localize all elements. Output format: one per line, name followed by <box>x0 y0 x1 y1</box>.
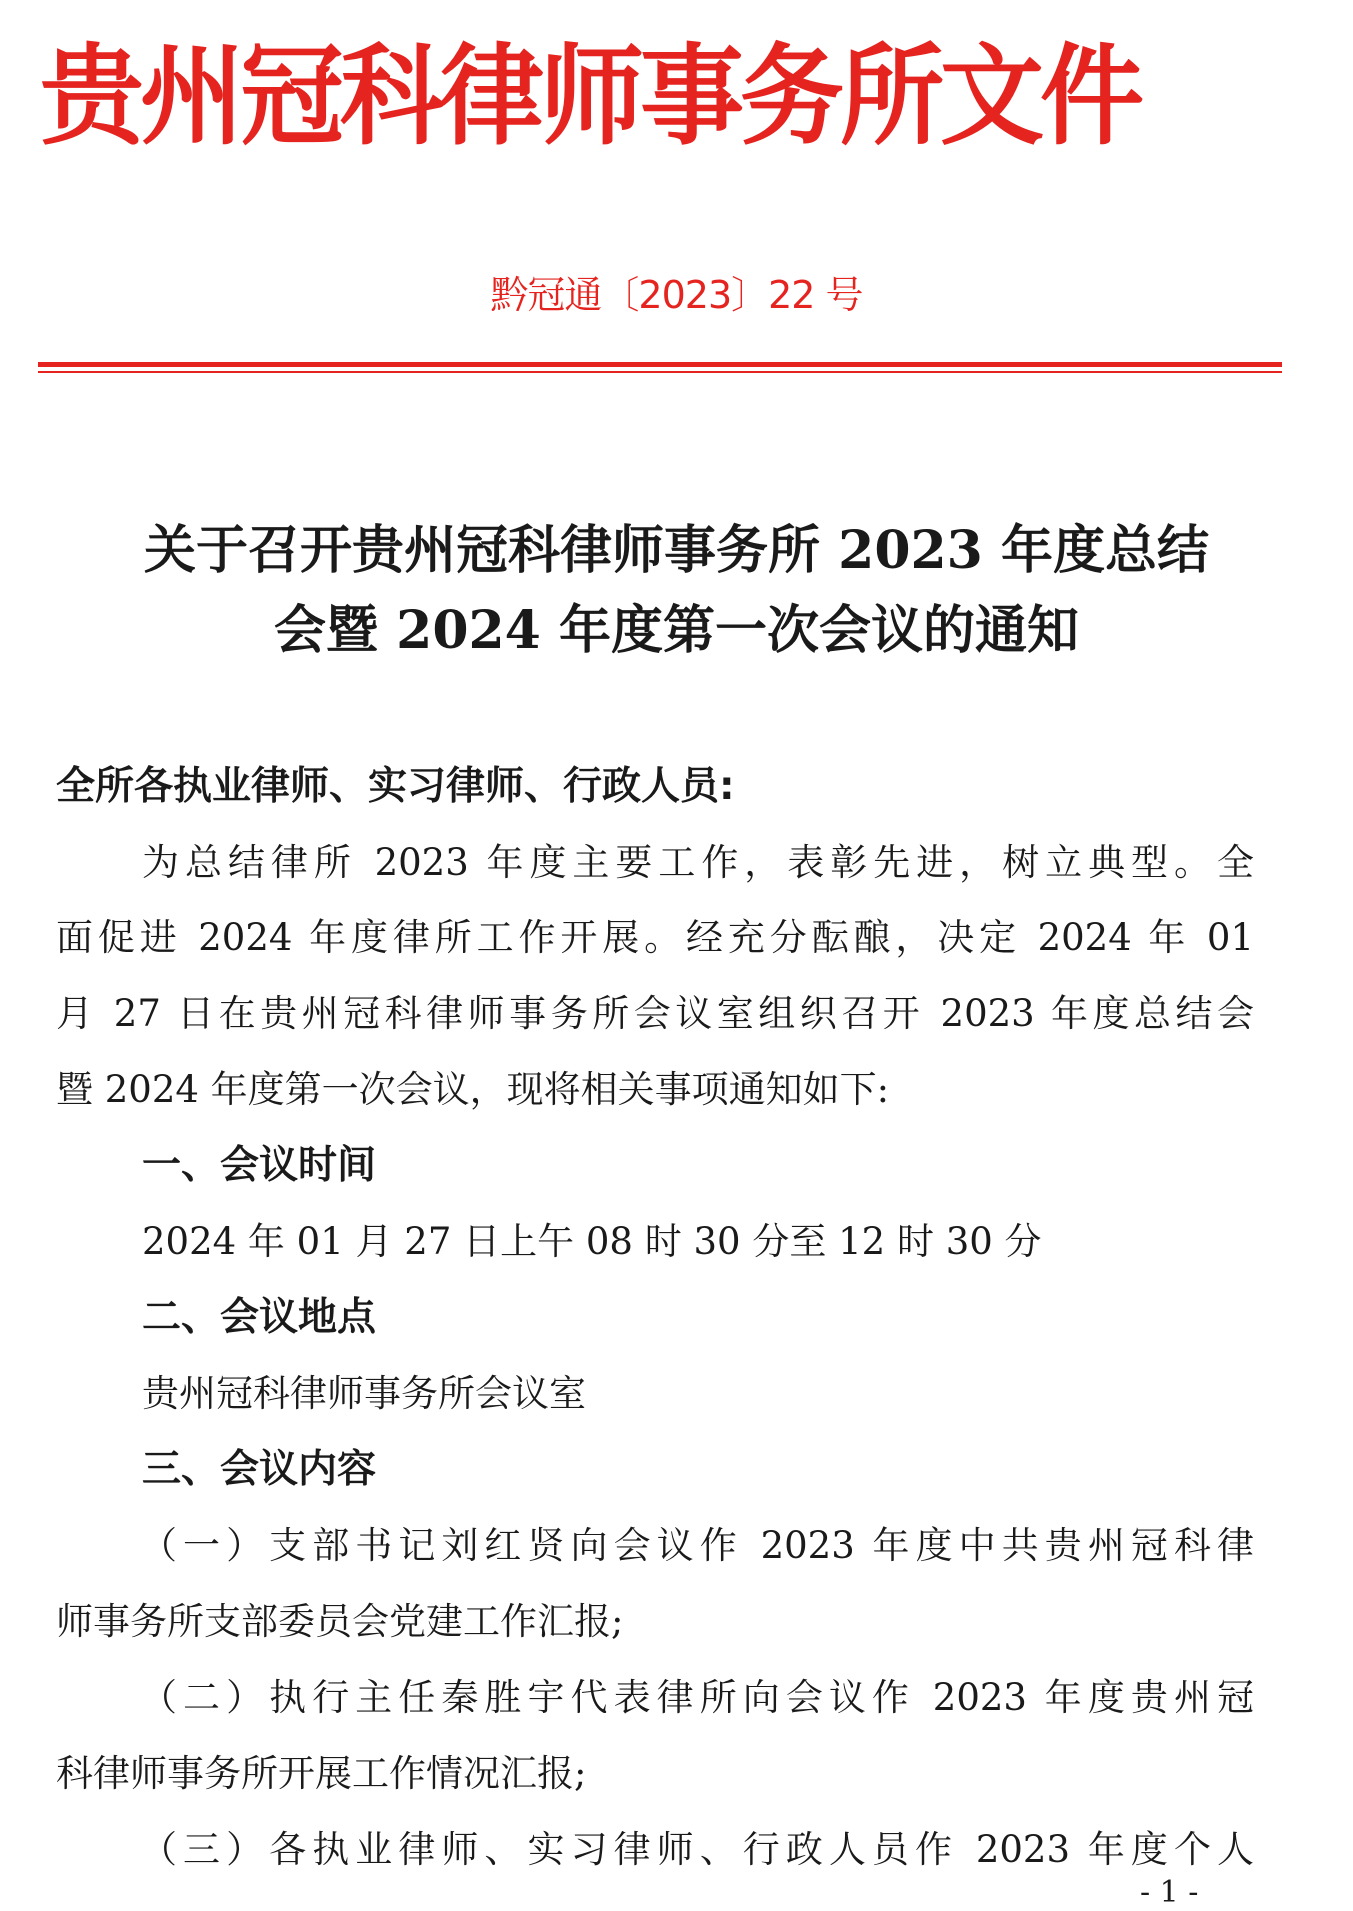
item-1-line-2: 师事务所支部委员会党建工作汇报; <box>56 1600 624 1643</box>
section-2-text: 贵州冠科律师事务所会议室 <box>142 1372 586 1415</box>
notice-title-line-2: 会暨 2024 年度第一次会议的通知 <box>274 600 1079 661</box>
notice-title-line-1: 关于召开贵州冠科律师事务所 2023 年度总结 <box>144 520 1209 581</box>
header-divider-thick <box>38 362 1282 367</box>
section-2-heading: 二、会议地点 <box>142 1295 377 1340</box>
intro-line-2: 面促进 2024 年度律所工作开展。经充分酝酿，决定 2024 年 01 <box>56 916 1254 959</box>
header-divider-thin <box>38 371 1282 373</box>
salutation: 全所各执业律师、实习律师、行政人员: <box>56 764 735 809</box>
item-1-line-1: （一）支部书记刘红贤向会议作 2023 年度中共贵州冠科律 <box>140 1524 1254 1567</box>
page-number: - 1 - <box>1140 1875 1199 1910</box>
intro-line-1: 为总结律所 2023 年度主要工作，表彰先进，树立典型。全 <box>142 841 1254 884</box>
section-1-text: 2024 年 01 月 27 日上午 08 时 30 分至 12 时 30 分 <box>142 1220 1042 1263</box>
item-3-line-1: （三）各执业律师、实习律师、行政人员作 2023 年度个人 <box>140 1828 1254 1871</box>
section-1-heading: 一、会议时间 <box>142 1143 377 1188</box>
org-header-title: 贵州冠科律师事务所文件 <box>40 32 1141 161</box>
section-3-heading: 三、会议内容 <box>142 1447 377 1492</box>
intro-line-3: 月 27 日在贵州冠科律师事务所会议室组织召开 2023 年度总结会 <box>56 992 1254 1035</box>
document-number: 黔冠通〔2023〕22 号 <box>490 273 863 317</box>
item-2-line-2: 科律师事务所开展工作情况汇报; <box>56 1752 587 1795</box>
intro-line-4: 暨 2024 年度第一次会议，现将相关事项通知如下: <box>56 1068 890 1111</box>
item-2-line-1: （二）执行主任秦胜宇代表律所向会议作 2023 年度贵州冠 <box>140 1676 1254 1719</box>
